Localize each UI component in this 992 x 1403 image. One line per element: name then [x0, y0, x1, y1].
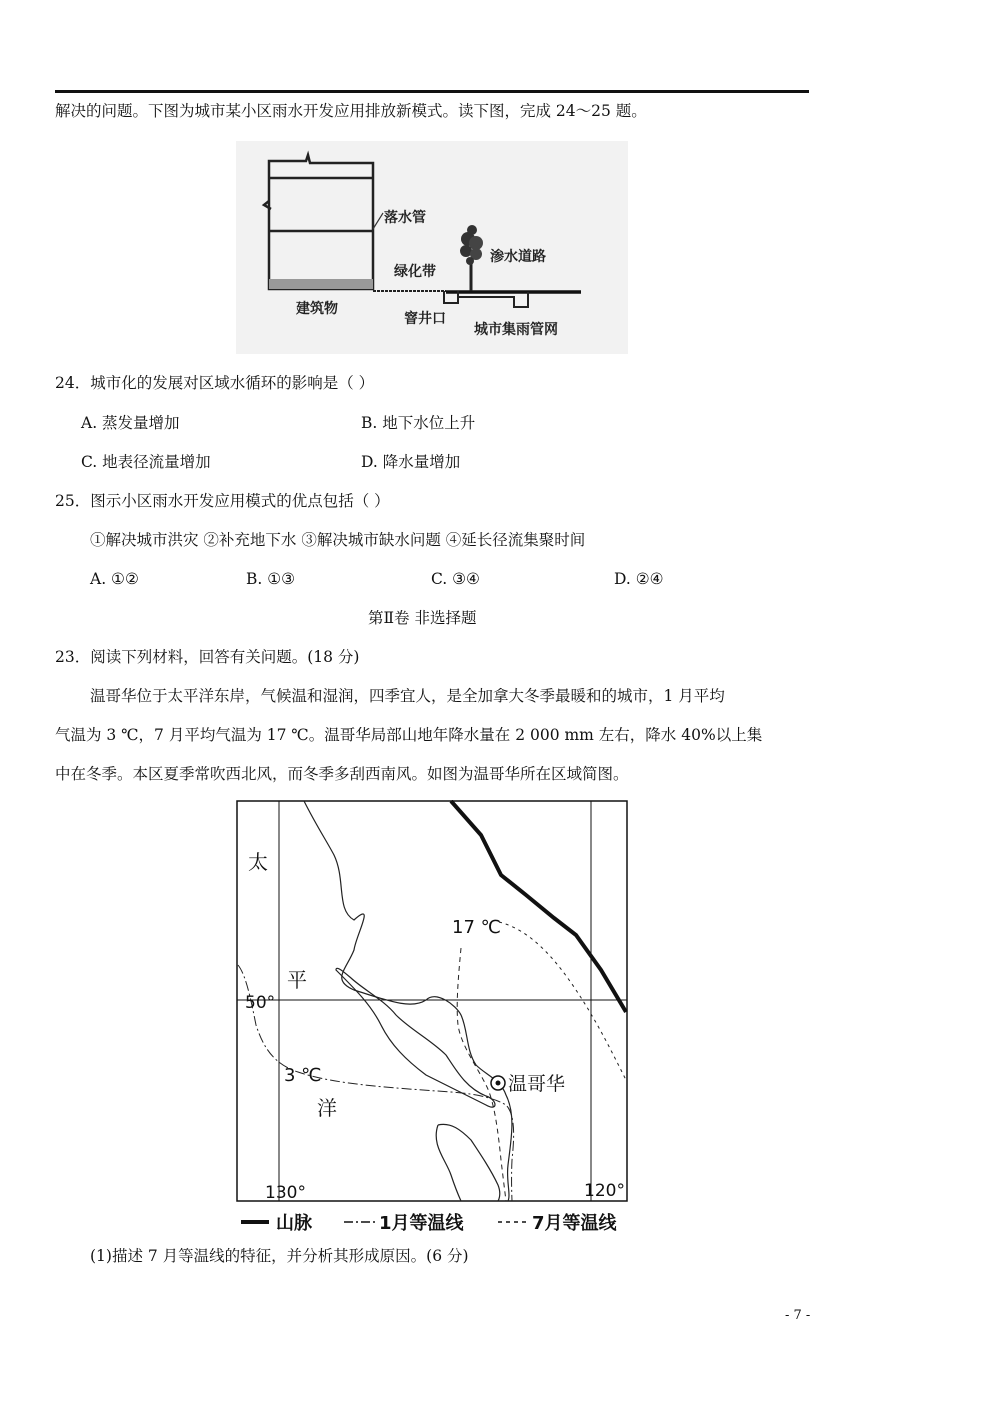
q25-items: ①解决城市洪灾 ②补充地下水 ③解决城市缺水问题 ④延长径流集聚时间 — [90, 531, 586, 549]
label-network: 城市集雨管网 — [474, 322, 558, 338]
q24-stem: 24．城市化的发展对区域水循环的影响是（ ） — [55, 374, 375, 392]
ocean-label-yang: 洋 — [317, 1096, 337, 1120]
label-downpipe: 落水管 — [384, 210, 426, 226]
latitude-label: 50° — [245, 993, 276, 1013]
legend-mountain: 山脉 — [276, 1213, 312, 1234]
q24-option-b: B. 地下水位上升 — [361, 414, 476, 432]
q23-para-line-3: 中在冬季。本区夏季常吹西北风，而冬季多刮西南风。如图为温哥华所在区域简图。 — [55, 765, 629, 783]
q25-option-c: C. ③④ — [431, 570, 480, 588]
isotherm-label-3c: 3 ℃ — [284, 1065, 322, 1086]
q23-stem: 23．阅读下列材料，回答有关问题。(18 分) — [55, 648, 360, 666]
label-building: 建筑物 — [296, 301, 338, 317]
ocean-label-ping: 平 — [287, 968, 307, 992]
isotherm-label-17c: 17 ℃ — [452, 917, 501, 938]
label-manhole: 窨井口 — [404, 311, 446, 327]
q24-option-d: D. 降水量增加 — [361, 453, 461, 471]
longitude-label-130: 130° — [265, 1183, 306, 1203]
longitude-label-120: 120° — [584, 1181, 625, 1201]
page-number: - 7 - — [785, 1308, 811, 1323]
q25-option-b: B. ①③ — [246, 570, 296, 588]
header-rule — [55, 90, 809, 93]
q23-para-line-2: 气温为 3 ℃，7 月平均气温为 17 ℃。温哥华局部山地年降水量在 2 000 mm 左右，降水 40%以上集 — [55, 726, 763, 744]
q24-option-c: C. 地表径流量增加 — [81, 453, 211, 471]
section-title: 第Ⅱ卷 非选择题 — [368, 609, 477, 627]
q23-para-line-1: 温哥华位于太平洋东岸，气候温和湿润，四季宜人，是全加拿大冬季最暖和的城市，1 月平均 — [90, 687, 725, 705]
map-frame — [237, 801, 627, 1201]
city-label: 温哥华 — [508, 1073, 566, 1095]
legend-jan: 1月等温线 — [379, 1213, 464, 1234]
legend-jul: 7月等温线 — [532, 1213, 617, 1234]
rainwater-diagram — [236, 141, 628, 354]
q25-option-a: A. ①② — [90, 570, 139, 588]
ocean-label-tai: 太 — [248, 850, 268, 874]
label-greenbelt: 绿化带 — [394, 264, 436, 280]
q25-option-d: D. ②④ — [614, 570, 664, 588]
map-legend — [241, 1212, 618, 1234]
q24-option-a: A. 蒸发量增加 — [81, 414, 180, 432]
label-road: 渗水道路 — [490, 249, 546, 265]
vancouver-map — [236, 800, 631, 1237]
intro-text: 解决的问题。下图为城市某小区雨水开发应用排放新模式。读下图，完成 24～25 题。 — [55, 102, 647, 120]
q25-stem: 25．图示小区雨水开发应用模式的优点包括（ ） — [55, 492, 390, 510]
q23-sub1: (1)描述 7 月等温线的特征，并分析其形成原因。(6 分) — [90, 1247, 469, 1265]
building-foundation — [269, 279, 373, 289]
